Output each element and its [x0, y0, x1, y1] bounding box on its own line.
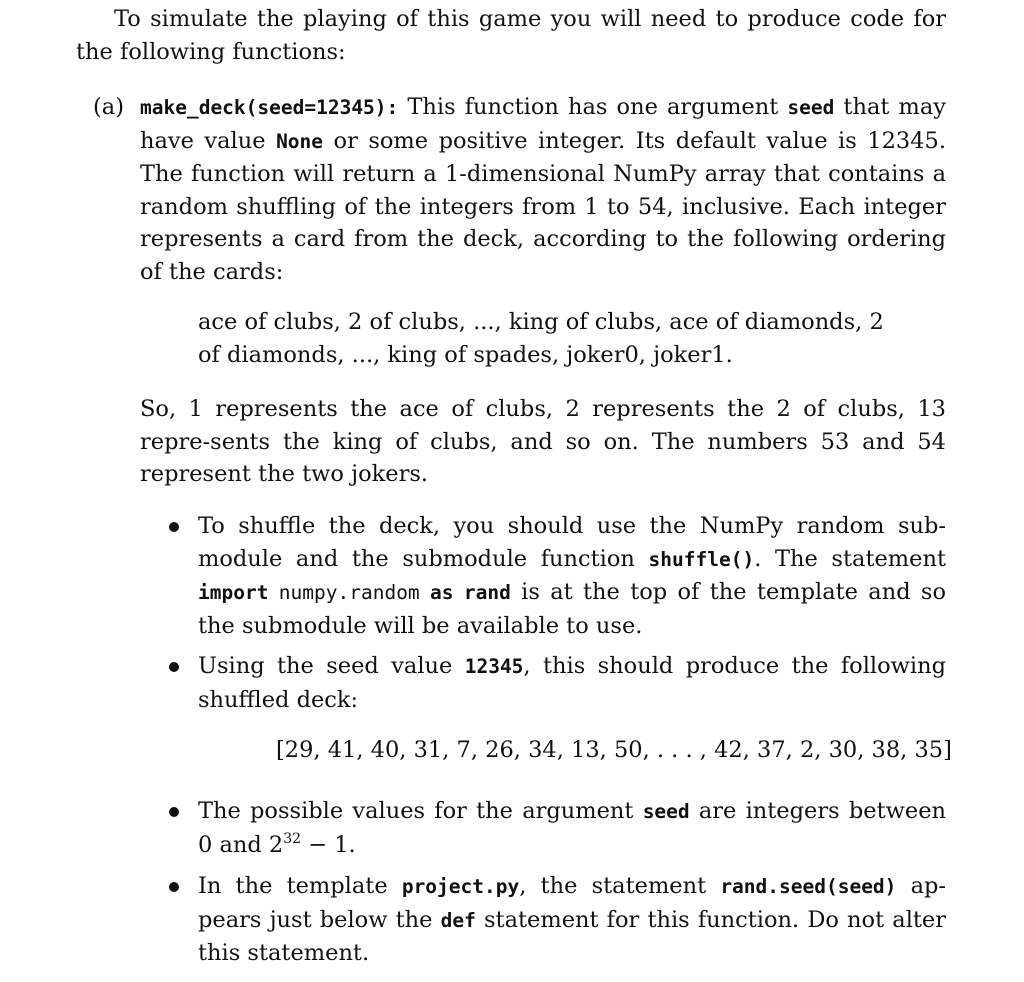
range-text-2: are integers between 0 and 2 — [198, 798, 947, 858]
bullet-dot-icon — [169, 522, 179, 532]
exponent: 32 — [283, 830, 302, 847]
bullet-shuffle — [198, 510, 946, 642]
seed-text-1: Using the seed value — [198, 653, 465, 679]
range-text-3: − 1. — [301, 831, 356, 858]
range-text-1: The possible values for the argument — [198, 798, 643, 824]
card-order-text: ace of clubs, 2 of clubs, ..., king of clubs, ace of diamonds, 2 of diamonds, ..., king of spades, joker0, joker1. — [198, 309, 884, 368]
as-keyword: as — [430, 581, 454, 604]
desc-text-2: that may have value — [140, 94, 946, 154]
module-name: numpy.random — [278, 581, 420, 604]
shuffle-text-1: To shuffle the deck, you should use the NumPy random sub-module and the submodule function — [198, 513, 946, 572]
template-filename: project.py — [401, 875, 520, 898]
template-text-3: ap-pears just below the — [198, 873, 947, 933]
bullet-seed-value — [198, 650, 946, 716]
template-text-2: , the statement — [519, 873, 721, 899]
none-keyword: None — [276, 129, 324, 153]
bullet-template — [198, 870, 946, 970]
bullet-dot-icon — [169, 662, 179, 672]
explanation-paragraph — [140, 393, 946, 491]
bullet-dot-icon — [169, 807, 179, 817]
shuffle-text-3: is at the top of the template and so the submodule will be available to use. — [198, 579, 947, 639]
item-label: (a) — [93, 94, 124, 120]
bullet-dot-icon — [169, 882, 179, 892]
module-alias: rand — [463, 581, 511, 604]
shuffle-text-2: . The statement — [754, 545, 946, 572]
make-deck-description — [140, 91, 946, 288]
card-order-quote — [198, 306, 898, 371]
template-text-4: statement for this function. Do not alter this statement. — [198, 906, 946, 966]
explanation-text: So, 1 represents the ace of clubs, 2 represents the 2 of clubs, 13 repre-sents the king of clubs, and so on. The numbers 53 and 54 represent the two jokers. — [140, 396, 946, 487]
intro-paragraph — [76, 3, 946, 68]
import-keyword: import — [198, 581, 269, 604]
template-text-1: In the template — [198, 873, 402, 899]
seed-text-2: , this should produce the following shuffled deck: — [198, 653, 946, 713]
seed-keyword: seed — [787, 96, 835, 119]
function-signature: make_deck(seed=12345): — [140, 96, 399, 119]
bullet-seed-range — [198, 795, 946, 861]
seed-number: 12345 — [464, 655, 524, 678]
desc-text-3: or some positive integer. Its default value is 12345. The function will return a 1-dimensional NumPy array that contains a random shuffling of the integers from 1 to 54, inclusive. Each integer represents a card from the deck, according to the following ordering of the cards: — [140, 127, 946, 285]
desc-text-1: This function has one argument — [398, 94, 788, 120]
intro-text: To simulate the playing of this game you will need to produce code for the following functions: — [76, 6, 946, 65]
shuffled-deck-array: [29, 41, 40, 31, 7, 26, 34, 13, 50, . . . , 42, 37, 2, 30, 38, 35] — [276, 737, 952, 763]
shuffle-function: shuffle() — [648, 547, 755, 571]
seed-keyword: seed — [642, 800, 690, 823]
def-keyword: def — [440, 908, 476, 932]
seed-statement: rand.seed(seed) — [720, 875, 897, 898]
